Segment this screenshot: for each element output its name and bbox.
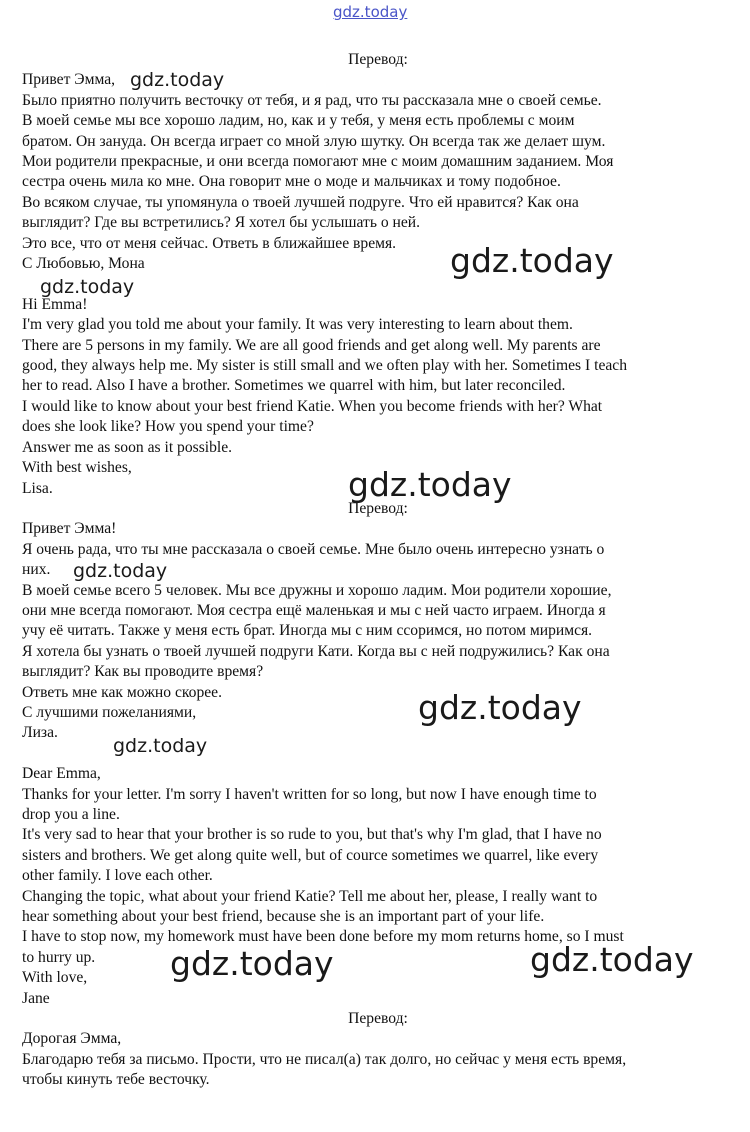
section-title: Перевод: — [348, 1010, 408, 1028]
watermark: gdz.today — [113, 735, 208, 757]
letter-line: Changing the topic, what about your friend Katie? Tell me about her, please, I really want to — [22, 887, 598, 905]
letter-line: Это все, что от меня сейчас. Ответь в ближайшее время. — [22, 234, 397, 252]
letter-line: to hurry up. — [22, 948, 96, 966]
watermark: gdz.today — [73, 560, 168, 582]
letter-line: I'm very glad you told me about your family. It was very interesting to learn about them. — [22, 316, 573, 334]
watermark: gdz.today — [130, 69, 225, 91]
letter-line: В моей семье мы все хорошо ладим, но, как и у тебя, у меня есть проблемы с моим — [22, 112, 575, 130]
watermark: gdz.today — [40, 276, 135, 298]
watermark: gdz.today — [170, 944, 334, 983]
letter-line: Ответь мне как можно скорее. — [22, 683, 222, 701]
watermark: gdz.today — [450, 241, 614, 280]
letter-line: good, they always help me. My sister is still small and we often play with her. Sometimes I teach — [22, 357, 628, 375]
letter-line: Привет Эмма! — [22, 520, 117, 538]
watermark: gdz.today — [530, 940, 694, 979]
letter-line: It's very sad to hear that your brother is so rude to you, but that's why I'm glad, that I have no — [22, 826, 602, 844]
section-title: Перевод: — [348, 51, 408, 68]
letter-line: Jane — [22, 989, 50, 1007]
letter-line: I have to stop now, my homework must have been done before my mom returns home, so I must — [22, 928, 624, 946]
letter-line: выглядит? Как вы проводите время? — [22, 663, 264, 681]
letter-line: Дорогая Эмма, — [22, 1030, 122, 1048]
letter-line: Я очень рада, что ты мне рассказала о своей семье. Мне было очень интересно узнать о — [22, 540, 605, 558]
letter-line: Во всяком случае, ты упомянула о твоей лучшей подруге. Что ей нравится? Как она — [22, 193, 579, 211]
letter-line: выглядит? Где вы встретились? Я хотел бы услышать о ней. — [22, 214, 421, 232]
letter-line: Hi Emma! — [22, 295, 88, 313]
letter-line: С Любовью, Мона — [22, 255, 145, 273]
letter-line: Answer me as soon as it possible. — [22, 438, 233, 456]
letter-line: With best wishes, — [22, 459, 132, 477]
letter-line: Лиза. — [22, 724, 58, 742]
letter-line: her to read. Also I have a brother. Sometimes we quarrel with him, but later reconciled. — [22, 377, 566, 395]
letter-line: В моей семье всего 5 человек. Мы все дружны и хорошо ладим. Мои родители хорошие, — [22, 581, 612, 599]
letter-line: Мои родители прекрасные, и они всегда помогают мне с моим домашним заданием. Моя — [22, 153, 614, 171]
letter-line: Я хотела бы узнать о твоей лучшей подруги Кати. Когда вы с ней подружились? Как она — [22, 642, 610, 660]
watermark: gdz.today — [418, 688, 582, 727]
letter-line: братом. Он зануда. Он всегда играет со мной злую шутку. Он всегда так же делает шум. — [22, 132, 606, 150]
letter-line: sisters and brothers. We get along quite well, but of cource sometimes we quarrel, like every — [22, 846, 599, 864]
letter-line: I would like to know about your best friend Katie. When you become friends with her? What — [22, 397, 603, 415]
letter-line: hear something about your best friend, because she is an important part of your life. — [22, 908, 545, 926]
letter-line: With love, — [22, 969, 88, 987]
letter-line: С лучшими пожеланиями, — [22, 703, 197, 721]
letter-line: Благодарю тебя за письмо. Прости, что не писал(а) так долго, но сейчас у меня есть время, — [22, 1050, 627, 1068]
letter-line: сестра очень мила ко мне. Она говорит мне о моде и мальчиках и тому подобное. — [22, 173, 561, 191]
letter-line: Lisa. — [22, 479, 53, 497]
watermark-top[interactable]: gdz.today — [333, 3, 408, 21]
section-title: Перевод: — [348, 499, 408, 517]
letter-line: Привет Эмма, — [22, 71, 116, 89]
letter-line: Dear Emma, — [22, 765, 101, 783]
letter-line: учу её читать. Также у меня есть брат. Иногда мы с ним ссоримся, но потом миримся. — [22, 622, 593, 640]
letter-line: чтобы кинуть тебе весточку. — [22, 1071, 210, 1089]
letter-line: does she look like? How you spend your time? — [22, 418, 314, 436]
letter-line: Thanks for your letter. I'm sorry I haven't written for so long, but now I have enough time to — [22, 785, 597, 803]
letter-line: There are 5 persons in my family. We are all good friends and get along well. My parents are — [22, 336, 601, 354]
watermark: gdz.today — [348, 465, 512, 504]
letter-line: они мне всегда помогают. Моя сестра ещё маленькая и мы с ней часто играем. Иногда я — [22, 601, 606, 619]
letter-line: drop you a line. — [22, 806, 120, 823]
letter-line: other family. I love each other. — [22, 867, 213, 885]
letter-line: них. — [22, 561, 51, 579]
letter-line: Было приятно получить весточку от тебя, и я рад, что ты рассказала мне о своей семье. — [22, 91, 602, 109]
